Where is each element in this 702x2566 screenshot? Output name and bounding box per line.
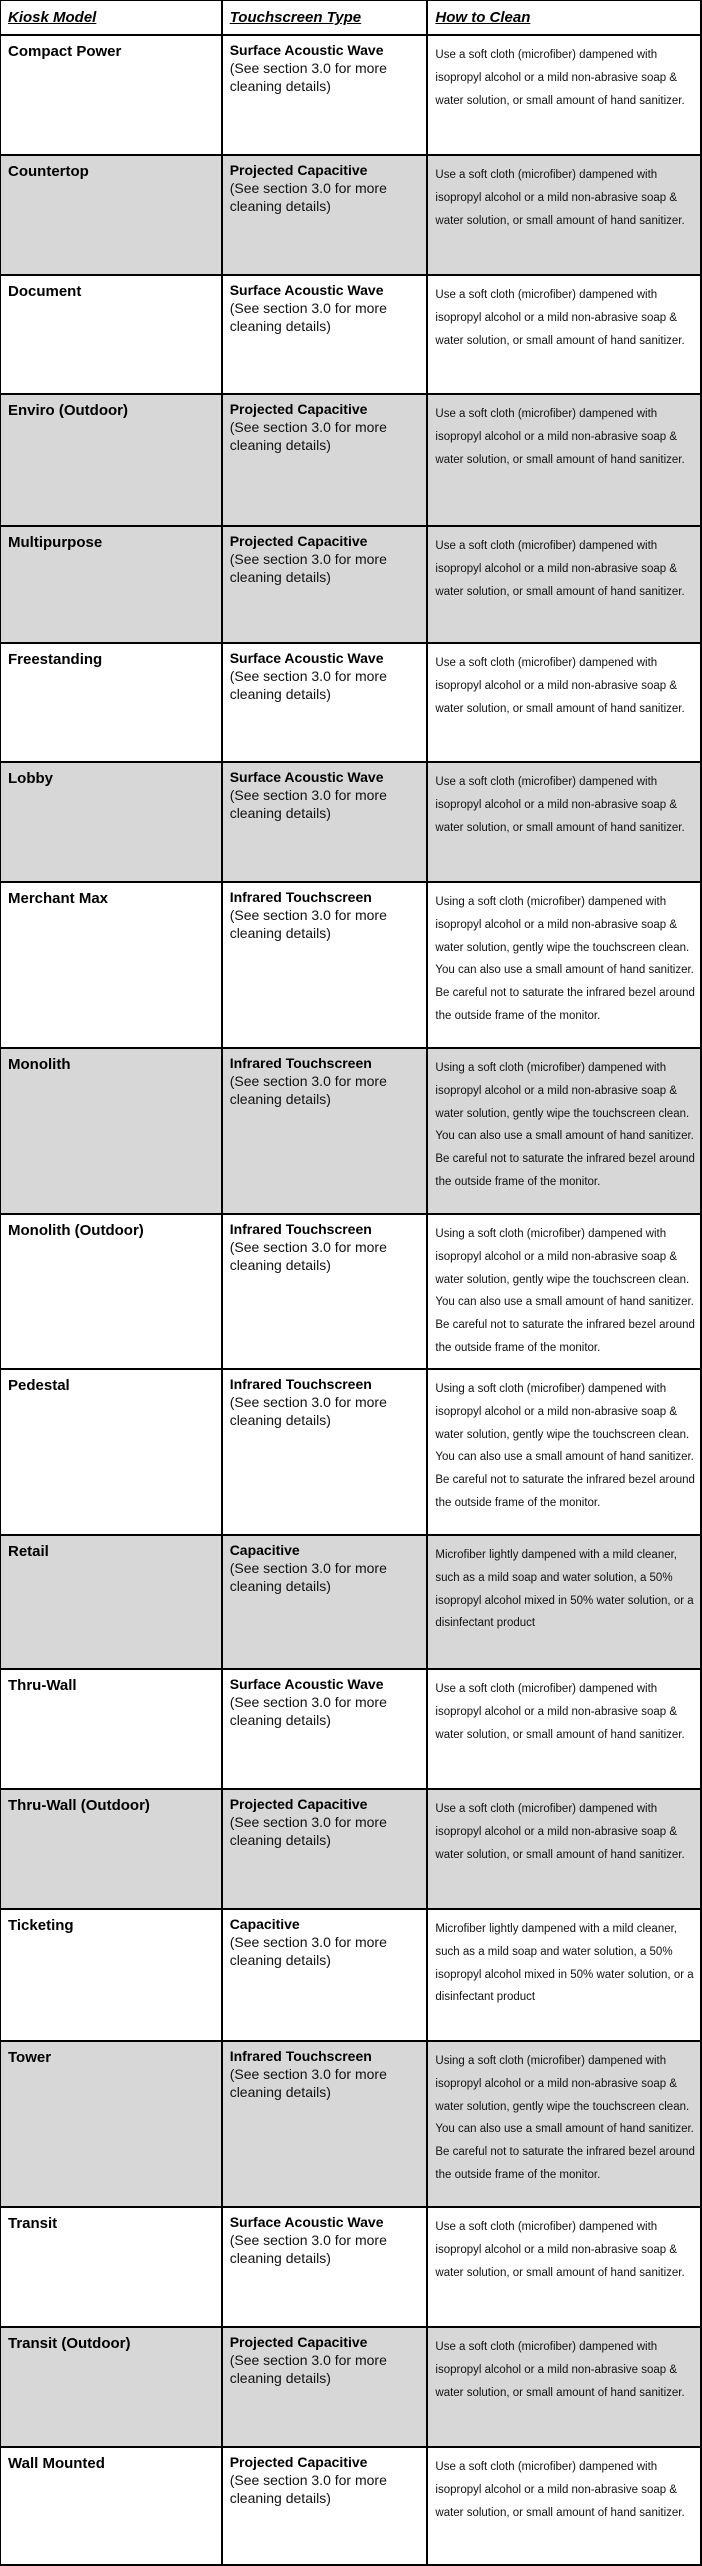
cell-kiosk-model <box>1 1049 223 1213</box>
touchscreen-type-note: (See section 3.0 for more cleaning details) <box>229 419 387 453</box>
touchscreen-type-note: (See section 3.0 for more cleaning details) <box>229 1239 387 1273</box>
header-how-to-clean: How to Clean <box>435 9 531 26</box>
touchscreen-type-name: Projected Capacitive <box>229 533 368 549</box>
kiosk-model-name: Transit (Outdoor) <box>8 2335 131 2352</box>
cell-how-to-clean <box>428 883 702 1047</box>
touchscreen-type-name: Infrared Touchscreen <box>229 1376 372 1392</box>
touchscreen-type-name: Surface Acoustic Wave <box>229 1676 384 1692</box>
cell-kiosk-model <box>1 763 223 881</box>
touchscreen-type-name: Projected Capacitive <box>229 1796 368 1812</box>
cell-kiosk-model <box>1 276 223 393</box>
touchscreen-type-note: (See section 3.0 for more cleaning details) <box>229 1814 387 1848</box>
cleaning-instructions: Using a soft cloth (microfiber) dampened with isopropyl alcohol or a mild non-abrasive soap & water solution, gently wipe the touchscreen clean. You can also use a small amount of hand sanitizer. Be careful not to saturate the infrared bezel around the outside frame of the monitor. <box>435 1062 695 1188</box>
cell-kiosk-model <box>1 644 223 761</box>
cleaning-instructions: Use a soft cloth (microfiber) dampened with isopropyl alcohol or a mild non-abrasive soap & water solution, or small amount of hand sanitizer. <box>435 169 685 227</box>
cell-kiosk-model <box>1 2208 223 2326</box>
touchscreen-type-note: (See section 3.0 for more cleaning details) <box>229 60 387 94</box>
cleaning-instructions: Use a soft cloth (microfiber) dampened with isopropyl alcohol or a mild non-abrasive soap & water solution, or small amount of hand sanitizer. <box>435 2221 685 2279</box>
touchscreen-type-note: (See section 3.0 for more cleaning details) <box>229 2232 387 2266</box>
header-kiosk-model: Kiosk Model <box>8 9 97 26</box>
touchscreen-type-name: Surface Acoustic Wave <box>229 2214 384 2230</box>
touchscreen-type-note: (See section 3.0 for more cleaning details) <box>229 1073 387 1107</box>
kiosk-model-name: Monolith <box>8 1056 71 1073</box>
table-row <box>1 1790 702 1910</box>
cell-touchscreen-type <box>223 156 429 274</box>
cell-how-to-clean <box>428 763 702 881</box>
cell-touchscreen-type <box>223 1049 429 1213</box>
cell-kiosk-model <box>1 1370 223 1534</box>
table-row <box>1 1215 702 1370</box>
table-row <box>1 1049 702 1215</box>
table-row <box>1 2448 702 2566</box>
kiosk-model-name: Monolith (Outdoor) <box>8 1222 144 1239</box>
cleaning-instructions: Use a soft cloth (microfiber) dampened with isopropyl alcohol or a mild non-abrasive soap & water solution, or small amount of hand sanitizer. <box>435 2461 685 2519</box>
table-row <box>1 2328 702 2448</box>
cell-how-to-clean <box>428 1536 702 1668</box>
kiosk-model-name: Freestanding <box>8 651 103 668</box>
cell-touchscreen-type <box>223 276 429 393</box>
cell-kiosk-model <box>1 883 223 1047</box>
touchscreen-type-name: Capacitive <box>229 1542 300 1558</box>
cleaning-instructions: Use a soft cloth (microfiber) dampened with isopropyl alcohol or a mild non-abrasive soap & water solution, or small amount of hand sanitizer. <box>435 540 685 598</box>
cell-kiosk-model <box>1 2448 223 2564</box>
touchscreen-type-name: Surface Acoustic Wave <box>229 769 384 785</box>
touchscreen-type-name: Infrared Touchscreen <box>229 2048 372 2064</box>
touchscreen-type-note: (See section 3.0 for more cleaning details) <box>229 2472 387 2506</box>
table-row <box>1 1910 702 2042</box>
cleaning-instructions: Using a soft cloth (microfiber) dampened with isopropyl alcohol or a mild non-abrasive soap & water solution, gently wipe the touchscreen clean. You can also use a small amount of hand sanitizer. Be careful not to saturate the infrared bezel around the outside frame of the monitor. <box>435 2055 695 2181</box>
kiosk-model-name: Multipurpose <box>8 534 103 551</box>
table-row <box>1 1536 702 1670</box>
touchscreen-type-name: Projected Capacitive <box>229 2334 368 2350</box>
cell-touchscreen-type <box>223 644 429 761</box>
touchscreen-type-note: (See section 3.0 for more cleaning details) <box>229 1394 387 1428</box>
touchscreen-type-note: (See section 3.0 for more cleaning details) <box>229 787 387 821</box>
kiosk-model-name: Enviro (Outdoor) <box>8 402 128 419</box>
cell-how-to-clean <box>428 2448 702 2564</box>
touchscreen-type-note: (See section 3.0 for more cleaning details) <box>229 2066 387 2100</box>
touchscreen-type-name: Projected Capacitive <box>229 2454 368 2470</box>
cell-how-to-clean <box>428 276 702 393</box>
table-row <box>1 2208 702 2328</box>
touchscreen-type-name: Projected Capacitive <box>229 401 368 417</box>
cell-how-to-clean <box>428 156 702 274</box>
cleaning-instructions: Using a soft cloth (microfiber) dampened with isopropyl alcohol or a mild non-abrasive soap & water solution, gently wipe the touchscreen clean. You can also use a small amount of hand sanitizer. Be careful not to saturate the infrared bezel around the outside frame of the monitor. <box>435 896 695 1022</box>
cleaning-instructions: Microfiber lightly dampened with a mild cleaner, such as a mild soap and water solution, a 50% isopropyl alcohol mixed in 50% water solution, or a disinfectant product <box>435 1549 694 1630</box>
touchscreen-type-name: Capacitive <box>229 1916 300 1932</box>
kiosk-model-name: Thru-Wall <box>8 1677 77 1694</box>
table-row <box>1 395 702 527</box>
touchscreen-type-name: Infrared Touchscreen <box>229 889 372 905</box>
cell-how-to-clean <box>428 1790 702 1908</box>
touchscreen-type-note: (See section 3.0 for more cleaning details) <box>229 907 387 941</box>
cell-how-to-clean <box>428 527 702 642</box>
cell-how-to-clean <box>428 2208 702 2326</box>
cell-how-to-clean <box>428 36 702 154</box>
cell-kiosk-model <box>1 36 223 154</box>
cell-kiosk-model <box>1 527 223 642</box>
touchscreen-type-name: Projected Capacitive <box>229 162 368 178</box>
cell-touchscreen-type <box>223 1536 429 1668</box>
cell-kiosk-model <box>1 1670 223 1788</box>
cleaning-instructions: Using a soft cloth (microfiber) dampened with isopropyl alcohol or a mild non-abrasive soap & water solution, gently wipe the touchscreen clean. You can also use a small amount of hand sanitizer. Be careful not to saturate the infrared bezel around the outside frame of the monitor. <box>435 1228 695 1354</box>
cell-kiosk-model <box>1 1536 223 1668</box>
cell-how-to-clean <box>428 1670 702 1788</box>
cell-touchscreen-type <box>223 395 429 525</box>
cell-kiosk-model <box>1 1790 223 1908</box>
cleaning-instructions: Use a soft cloth (microfiber) dampened with isopropyl alcohol or a mild non-abrasive soap & water solution, or small amount of hand sanitizer. <box>435 408 685 466</box>
kiosk-model-name: Thru-Wall (Outdoor) <box>8 1797 150 1814</box>
cell-touchscreen-type <box>223 527 429 642</box>
cell-touchscreen-type <box>223 1370 429 1534</box>
cell-touchscreen-type <box>223 2208 429 2326</box>
table-row <box>1 527 702 644</box>
table-header-row <box>1 1 702 36</box>
cell-how-to-clean <box>428 1370 702 1534</box>
kiosk-model-name: Tower <box>8 2049 52 2066</box>
cell-how-to-clean <box>428 1910 702 2040</box>
touchscreen-type-note: (See section 3.0 for more cleaning details) <box>229 668 387 702</box>
touchscreen-type-name: Surface Acoustic Wave <box>229 282 384 298</box>
cleaning-instructions: Use a soft cloth (microfiber) dampened with isopropyl alcohol or a mild non-abrasive soap & water solution, or small amount of hand sanitizer. <box>435 776 685 834</box>
cell-kiosk-model <box>1 1910 223 2040</box>
kiosk-model-name: Pedestal <box>8 1377 70 1394</box>
cleaning-instructions: Microfiber lightly dampened with a mild cleaner, such as a mild soap and water solution, a 50% isopropyl alcohol mixed in 50% water solution, or a disinfectant product <box>435 1923 694 2004</box>
kiosk-model-name: Ticketing <box>8 1917 74 1934</box>
kiosk-model-name: Countertop <box>8 163 89 180</box>
table-body <box>1 36 702 2566</box>
touchscreen-type-note: (See section 3.0 for more cleaning details) <box>229 551 387 585</box>
cell-touchscreen-type <box>223 2042 429 2206</box>
header-cell-clean <box>428 1 702 34</box>
touchscreen-type-note: (See section 3.0 for more cleaning details) <box>229 1560 387 1594</box>
cell-how-to-clean <box>428 1215 702 1368</box>
cell-kiosk-model <box>1 1215 223 1368</box>
cell-touchscreen-type <box>223 1790 429 1908</box>
header-cell-type <box>223 1 429 34</box>
touchscreen-type-note: (See section 3.0 for more cleaning details) <box>229 2352 387 2386</box>
kiosk-model-name: Transit <box>8 2215 58 2232</box>
table-row <box>1 1370 702 1536</box>
cell-touchscreen-type <box>223 36 429 154</box>
cell-how-to-clean <box>428 2042 702 2206</box>
cell-touchscreen-type <box>223 1215 429 1368</box>
cell-touchscreen-type <box>223 763 429 881</box>
table-row <box>1 36 702 156</box>
cell-how-to-clean <box>428 644 702 761</box>
touchscreen-type-name: Infrared Touchscreen <box>229 1221 372 1237</box>
touchscreen-type-name: Surface Acoustic Wave <box>229 42 384 58</box>
table-row <box>1 883 702 1049</box>
cleaning-instructions: Using a soft cloth (microfiber) dampened with isopropyl alcohol or a mild non-abrasive soap & water solution, gently wipe the touchscreen clean. You can also use a small amount of hand sanitizer. Be careful not to saturate the infrared bezel around the outside frame of the monitor. <box>435 1383 695 1509</box>
table-row <box>1 156 702 276</box>
kiosk-model-name: Merchant Max <box>8 890 109 907</box>
kiosk-model-name: Retail <box>8 1543 49 1560</box>
kiosk-model-name: Compact Power <box>8 43 122 60</box>
table-row <box>1 644 702 763</box>
cell-kiosk-model <box>1 156 223 274</box>
cleaning-instructions: Use a soft cloth (microfiber) dampened with isopropyl alcohol or a mild non-abrasive soap & water solution, or small amount of hand sanitizer. <box>435 1803 685 1861</box>
kiosk-model-name: Lobby <box>8 770 53 787</box>
cell-kiosk-model <box>1 2042 223 2206</box>
table-row <box>1 2042 702 2208</box>
touchscreen-type-note: (See section 3.0 for more cleaning details) <box>229 1934 387 1968</box>
header-touchscreen-type: Touchscreen Type <box>229 9 362 26</box>
cell-touchscreen-type <box>223 2328 429 2446</box>
cleaning-instructions: Use a soft cloth (microfiber) dampened with isopropyl alcohol or a mild non-abrasive soap & water solution, or small amount of hand sanitizer. <box>435 1683 685 1741</box>
cell-kiosk-model <box>1 395 223 525</box>
cleaning-instructions: Use a soft cloth (microfiber) dampened with isopropyl alcohol or a mild non-abrasive soap & water solution, or small amount of hand sanitizer. <box>435 2341 685 2399</box>
touchscreen-type-note: (See section 3.0 for more cleaning details) <box>229 300 387 334</box>
kiosk-model-name: Document <box>8 283 82 300</box>
cleaning-instructions: Use a soft cloth (microfiber) dampened with isopropyl alcohol or a mild non-abrasive soap & water solution, or small amount of hand sanitizer. <box>435 49 685 107</box>
table-row <box>1 1670 702 1790</box>
cleaning-instructions: Use a soft cloth (microfiber) dampened with isopropyl alcohol or a mild non-abrasive soap & water solution, or small amount of hand sanitizer. <box>435 289 685 347</box>
cell-touchscreen-type <box>223 883 429 1047</box>
touchscreen-type-name: Infrared Touchscreen <box>229 1055 372 1071</box>
touchscreen-type-name: Surface Acoustic Wave <box>229 650 384 666</box>
table-row <box>1 276 702 395</box>
table-row <box>1 763 702 883</box>
header-cell-model <box>1 1 223 34</box>
cell-kiosk-model <box>1 2328 223 2446</box>
cleaning-instructions: Use a soft cloth (microfiber) dampened with isopropyl alcohol or a mild non-abrasive soap & water solution, or small amount of hand sanitizer. <box>435 657 685 715</box>
kiosk-model-name: Wall Mounted <box>8 2455 105 2472</box>
cell-how-to-clean <box>428 1049 702 1213</box>
touchscreen-type-note: (See section 3.0 for more cleaning details) <box>229 1694 387 1728</box>
touchscreen-type-note: (See section 3.0 for more cleaning details) <box>229 180 387 214</box>
cell-how-to-clean <box>428 395 702 525</box>
cell-touchscreen-type <box>223 2448 429 2564</box>
cell-touchscreen-type <box>223 1670 429 1788</box>
cell-how-to-clean <box>428 2328 702 2446</box>
cell-touchscreen-type <box>223 1910 429 2040</box>
